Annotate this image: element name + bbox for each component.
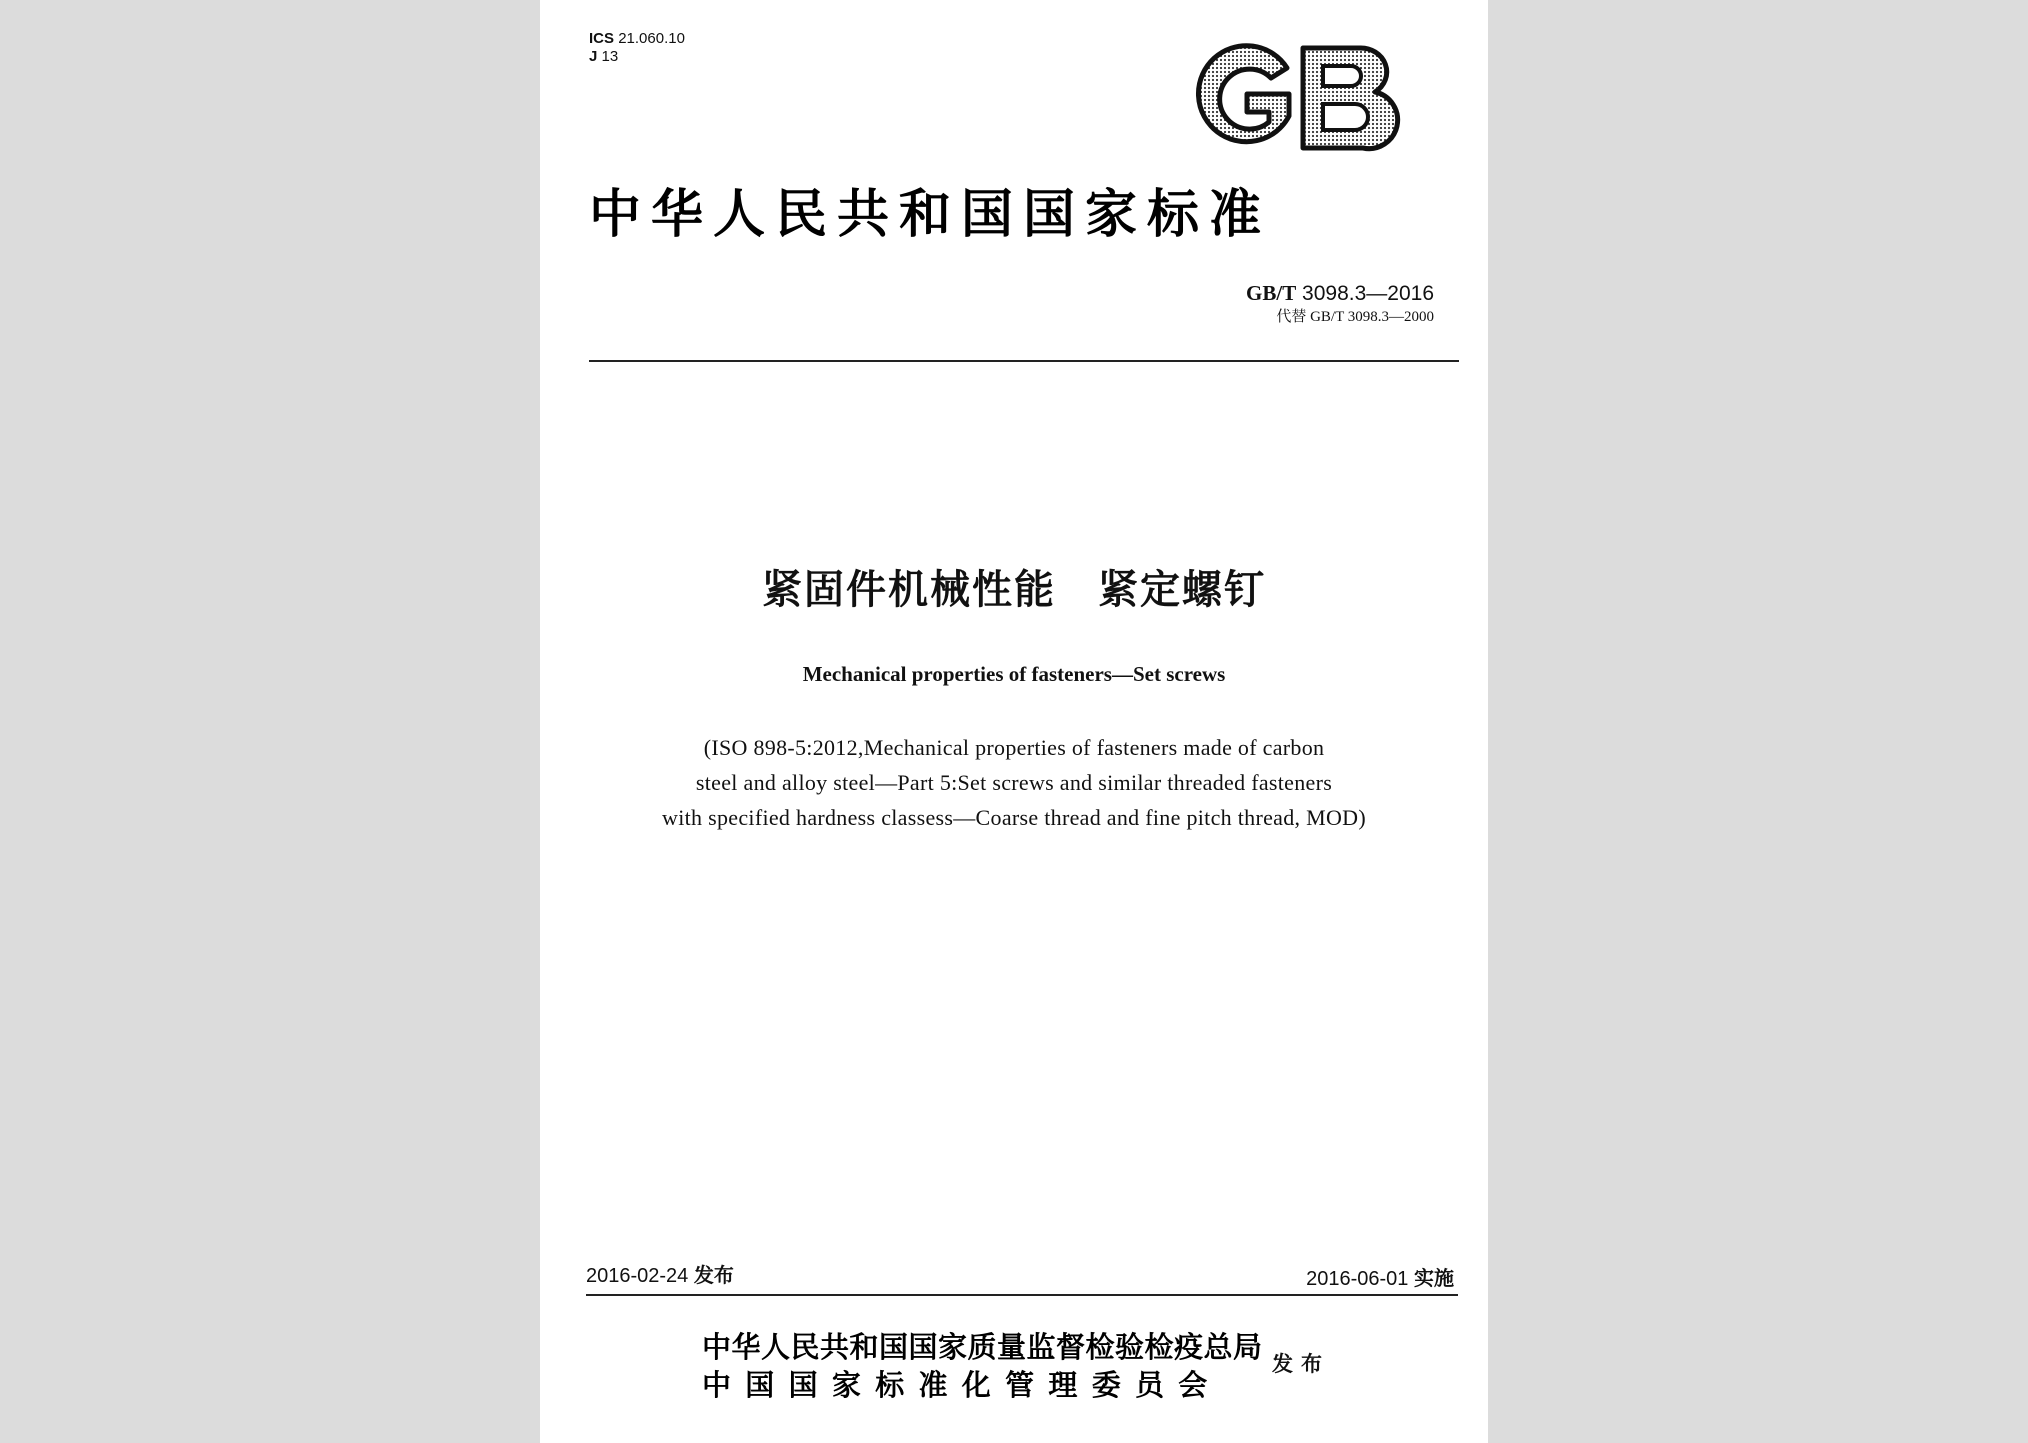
ics-code: ICS 21.060.10	[589, 30, 685, 47]
standard-number-block	[1246, 280, 1434, 327]
ccs-code: J 13	[589, 48, 619, 65]
implement-date: 2016-06-01 实施	[1306, 1266, 1454, 1290]
iso-reference-line: steel and alloy steel—Part 5:Set screws and similar threaded fasteners	[695, 770, 1333, 795]
iso-reference-line: (ISO 898-5:2012,Mechanical properties of fasteners made of carbon	[703, 735, 1325, 760]
standard-number: GB/T 3098.3—2016	[1246, 281, 1434, 305]
issuer-aqsiq: 中华人民共和国国家质量监督检验检疫总局	[702, 1330, 1263, 1364]
issuer-sac: 中国国家标准化管理委员会	[702, 1368, 1222, 1402]
publish-date: 2016-02-24 发布	[586, 1263, 734, 1287]
issuing-authorities	[702, 1328, 1263, 1404]
national-standard-title: 中华人民共和国国家标准	[589, 184, 1272, 245]
replaces-standard: 代替 GB/T 3098.3—2000	[1276, 309, 1434, 325]
gb-logo-icon	[1191, 38, 1401, 158]
iso-reference	[580, 730, 1448, 835]
standard-cover-page	[540, 0, 1488, 1443]
issue-label: 发布	[1272, 1351, 1330, 1376]
chinese-title: 紧固件机械性能 紧定螺钉	[762, 567, 1266, 613]
classification-codes	[589, 30, 685, 66]
iso-reference-line: with specified hardness classess—Coarse thread and fine pitch thread, MOD)	[662, 805, 1366, 830]
english-title: Mechanical properties of fasteners—Set screws	[802, 662, 1226, 686]
bottom-divider	[586, 1294, 1458, 1296]
top-divider	[589, 360, 1459, 362]
